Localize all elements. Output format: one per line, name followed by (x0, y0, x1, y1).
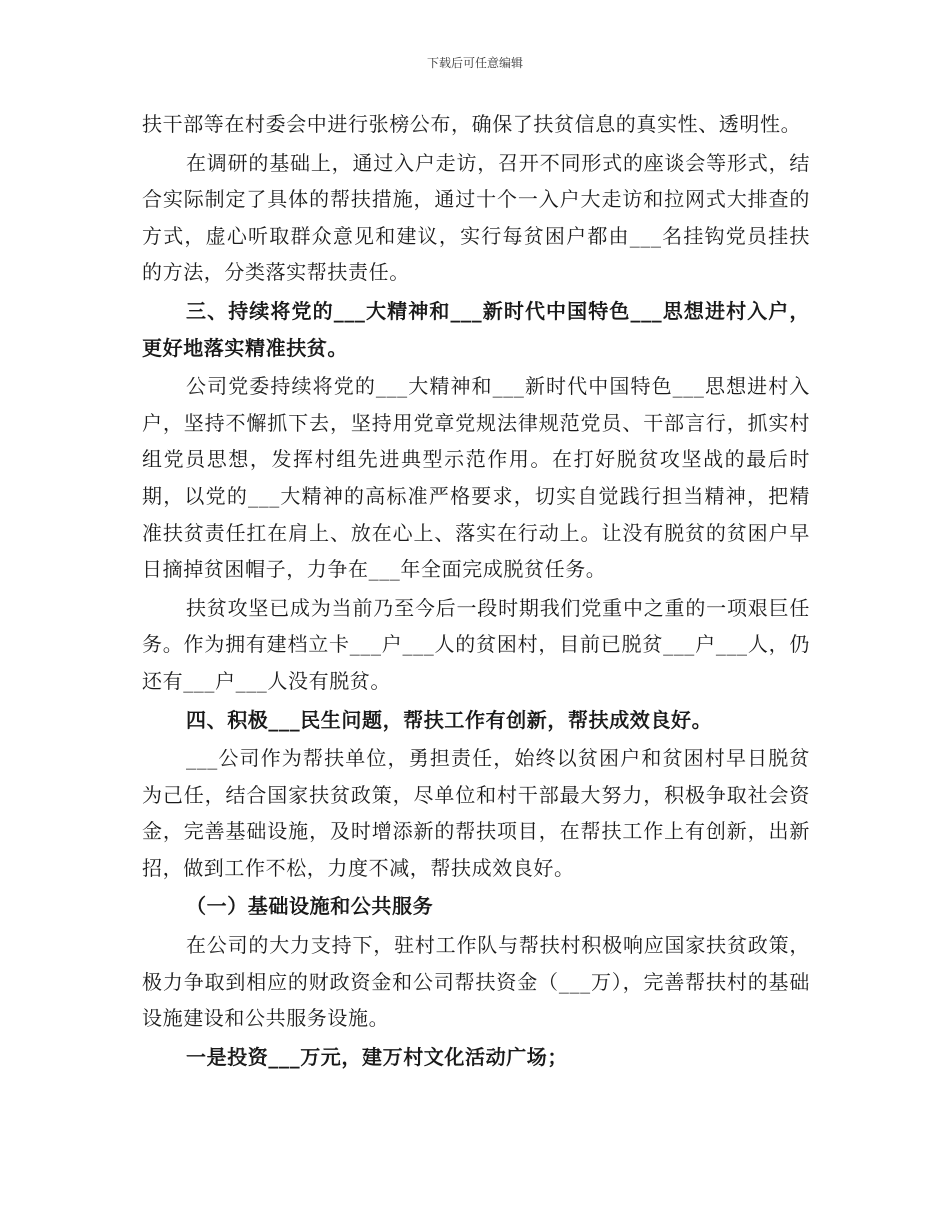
paragraph-4: 公司党委持续将党的___大精神和___新时代中国特色___思想进村入户，坚持不懈抓下去，坚持用党章党规法律规范党员、干部言行，抓实村组党员思想，发挥村组先进典型示范作用。在打好脱贫攻坚战的最后时期，以党的___大精神的高标准严格要求，切实自觉践行担当精神，把精准扶贫责任扛在肩上、放在心上、落实在行动上。让没有脱贫的贫困户早日摘掉贫困帽子，力争在___年全面完成脱贫任务。 (142, 374, 810, 582)
item-heading-1: 一是投资___万元，建万村文化活动广场； (186, 1044, 568, 1069)
paragraph-5: 扶贫攻坚已成为当前乃至今后一段时期我们党重中之重的一项艰巨任务。作为拥有建档立卡___户___人的贫困村，目前已脱贫___户___人，仍还有___户___人没有脱贫。 (142, 595, 810, 693)
page-header: 下载后可任意编辑 (426, 56, 523, 70)
paragraph-9: 在公司的大力支持下，驻村工作队与帮扶村积极响应国家扶贫政策，极力争取到相应的财政资金和公司帮扶资金（___万），完善帮扶村的基础设施建设和公共服务设施。 (142, 933, 810, 1031)
paragraph-7: ___公司作为帮扶单位，勇担责任，始终以贫困户和贫困村早日脱贫为己任，结合国家扶贫政策，尽单位和村干部最大努力，积极争取社会资金，完善基础设施，及时增添新的帮扶项目，在帮扶工作上有创新，出新招，做到工作不松，力度不减，帮扶成效良好。 (142, 746, 810, 880)
paragraph-1: 扶干部等在村委会中进行张榜公布，确保了扶贫信息的真实性、透明性。 (142, 112, 802, 136)
subsection-heading-1: （一）基础设施和公共服务 (186, 894, 434, 919)
paragraph-2: 在调研的基础上，通过入户走访，召开不同形式的座谈会等形式，结合实际制定了具体的帮扶措施，通过十个一入户大走访和拉网式大排查的方式，虚心听取群众意见和建议，实行每贫困户都由___名挂钩党员挂扶的方法，分类落实帮扶责任。 (142, 150, 810, 285)
section-heading-4: 四、积极___民生问题，帮扶工作有创新，帮扶成效良好。 (186, 707, 713, 732)
document-body (142, 106, 810, 1075)
section-heading-3: 三、持续将党的___大精神和___新时代中国特色___思想进村入户，更好地落实精准扶贫。 (142, 298, 810, 360)
